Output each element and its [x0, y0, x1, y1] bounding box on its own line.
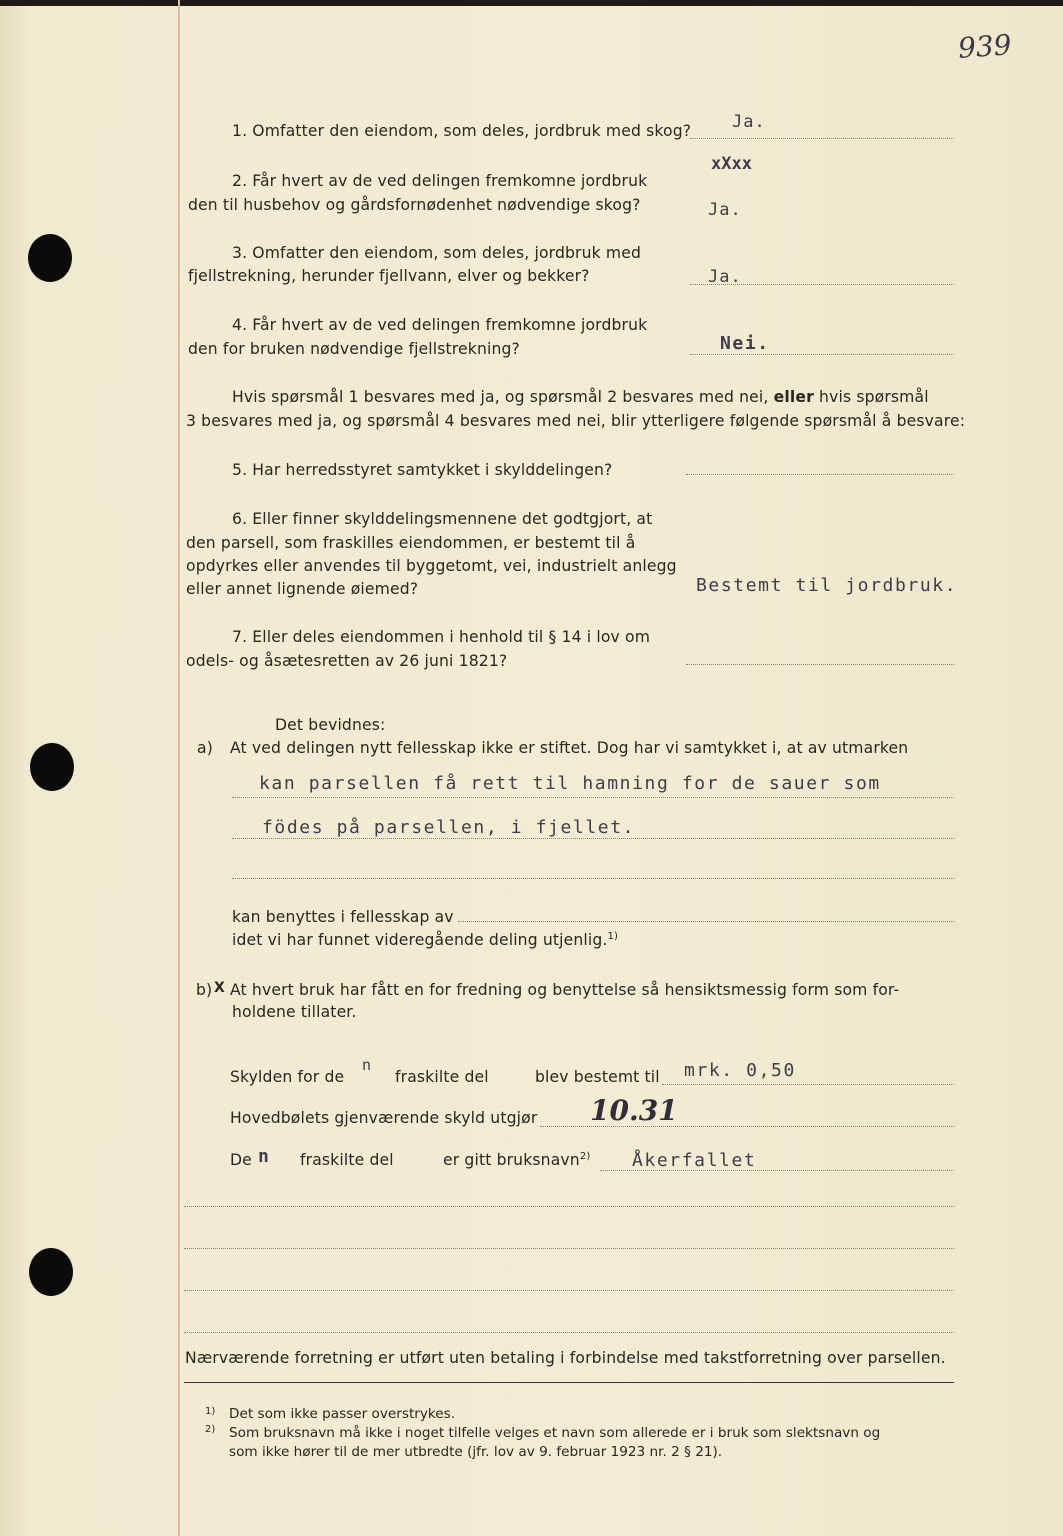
punch-hole-middle — [30, 743, 74, 791]
de-label: De — [230, 1151, 252, 1169]
question-2-answer: Ja. — [708, 200, 742, 220]
item-b-line-2: holdene tillater. — [232, 1003, 357, 1021]
answer-line-7 — [686, 664, 954, 665]
question-6-line-1: 6. Eller finner skylddelingsmennene det godtgjort, at — [232, 510, 653, 528]
footnote-2-line-1: Som bruksnavn må ikke i noget tilfelle velges et navn som allerede er i bruk som slektsnavn og — [229, 1425, 881, 1441]
question-2-struck-text: xXxx — [711, 154, 752, 174]
condition-line-1-bold: eller — [773, 388, 814, 406]
typed-line-2: födes på parsellen, i fjellet. — [262, 817, 636, 838]
question-7-line-2: odels- og åsætesretten av 26 juni 1821? — [186, 652, 508, 670]
utjenlig-footnote-ref: 1) — [607, 931, 619, 942]
fellesskap-line: kan benyttes i fellesskap av — [232, 908, 454, 926]
question-2-line-1: 2. Får hvert av de ved delingen fremkomne jordbruk — [232, 172, 648, 190]
blank-line-4 — [184, 1332, 954, 1333]
question-5-text: 5. Har herredsstyret samtykket i skylddelingen? — [232, 461, 613, 479]
fellesskap-fill-line — [458, 921, 954, 922]
typed-line-1: kan parsellen få rett til hamning for de sauer som — [259, 773, 881, 794]
de-insert: n — [258, 1146, 270, 1167]
footnote-1-text: Det som ikke passer overstrykes. — [229, 1406, 456, 1422]
item-a-label: a) — [197, 739, 213, 757]
footnote-separator — [184, 1382, 954, 1383]
bruksnavn-label — [443, 1151, 590, 1169]
question-6-line-2: den parsell, som fraskilles eiendommen, er bestemt til å — [186, 534, 636, 552]
question-6-answer: Bestemt til jordbruk. — [696, 575, 958, 596]
skyld-fill-line — [662, 1084, 954, 1085]
punch-hole-bottom — [29, 1248, 73, 1296]
condition-line-1-a: Hvis spørsmål 1 besvares med ja, og spørsmål 2 besvares med nei, — [232, 388, 769, 406]
question-3-line-1: 3. Omfatter den eiendom, som deles, jordbruk med — [232, 244, 642, 262]
page-number: 939 — [956, 28, 1013, 65]
condition-line-2: 3 besvares med ja, og spørsmål 4 besvares med nei, blir ytterligere følgende spørsmål å besvare: — [186, 412, 966, 430]
item-b-line-1: At hvert bruk har fått en for fredning og benyttelse så hensiktsmessig form som for- — [230, 981, 900, 999]
question-6-line-4: eller annet lignende øiemed? — [186, 580, 419, 598]
condition-line-1-b: hvis spørsmål — [819, 388, 929, 406]
question-3-answer: Ja. — [708, 267, 742, 287]
skyld-insert: n — [362, 1056, 373, 1074]
item-b-mark: X — [214, 980, 225, 996]
utjenlig-line — [232, 931, 618, 949]
item-a-text: At ved delingen nytt fellesskap ikke er stiftet. Dog har vi samtykket i, at av utmarken — [230, 739, 909, 757]
scan-top-edge — [0, 0, 1063, 6]
answer-line-5 — [686, 474, 954, 475]
answer-line-4 — [690, 354, 954, 355]
de-fraskilte-label: fraskilte del — [300, 1151, 394, 1169]
fill-line-3 — [232, 878, 954, 879]
utjenlig-text: idet vi har funnet videregående deling utjenlig. — [232, 931, 608, 950]
closing-statement: Nærværende forretning er utført uten betaling i forbindelse med takstforretning over parsellen. — [185, 1349, 946, 1367]
fill-line-1 — [232, 797, 954, 798]
item-b-label: b) — [196, 981, 213, 999]
question-4-answer: Nei. — [720, 333, 770, 354]
question-4-line-1: 4. Får hvert av de ved delingen fremkomne jordbruk — [232, 316, 648, 334]
question-6-line-3: opdyrkes eller anvendes til byggetomt, vei, industrielt anlegg — [186, 557, 677, 575]
blank-line-3 — [184, 1290, 954, 1291]
answer-line-1 — [690, 138, 954, 139]
bevidnes-heading: Det bevidnes: — [275, 716, 386, 734]
fill-line-2 — [232, 838, 954, 839]
bruksnavn-fill-line — [600, 1170, 954, 1171]
question-3-line-2: fjellstrekning, herunder fjellvann, elver og bekker? — [188, 267, 590, 285]
question-4-line-2: den for bruken nødvendige fjellstrekning? — [188, 340, 520, 358]
footnote-1-mark: 1) — [205, 1406, 216, 1417]
margin-rule — [178, 0, 180, 1536]
bruksnavn-value: Åkerfallet — [632, 1150, 757, 1171]
hovedbol-label: Hovedbølets gjenværende skyld utgjør — [230, 1109, 538, 1127]
footnote-2-line-2: som ikke hører til de mer utbredte (jfr. lov av 9. februar 1923 nr. 2 § 21). — [229, 1444, 723, 1460]
skyld-fraskilte-label: fraskilte del — [395, 1068, 489, 1086]
punch-hole-top — [28, 234, 72, 282]
hovedbol-value: 10.31 — [590, 1094, 678, 1127]
skyld-value: mrk. 0,50 — [684, 1060, 796, 1081]
footnote-2-mark: 2) — [205, 1424, 216, 1435]
condition-line-1 — [232, 388, 929, 406]
blank-line-1 — [184, 1206, 954, 1207]
skyld-bestemt-label: blev bestemt til — [535, 1068, 660, 1086]
question-1-text: 1. Omfatter den eiendom, som deles, jordbruk med skog? — [232, 122, 692, 140]
answer-line-3 — [690, 284, 954, 285]
question-2-line-2: den til husbehov og gårdsfornødenhet nødvendige skog? — [188, 196, 641, 214]
skyld-label: Skylden for de — [230, 1068, 345, 1086]
hovedbol-fill-line — [540, 1126, 954, 1127]
blank-line-2 — [184, 1248, 954, 1249]
question-1-answer: Ja. — [732, 112, 766, 132]
question-7-line-1: 7. Eller deles eiendommen i henhold til § 14 i lov om — [232, 628, 651, 646]
bruksnavn-label-text: er gitt bruksnavn — [443, 1151, 580, 1170]
bruksnavn-footnote-ref: 2) — [579, 1151, 591, 1162]
